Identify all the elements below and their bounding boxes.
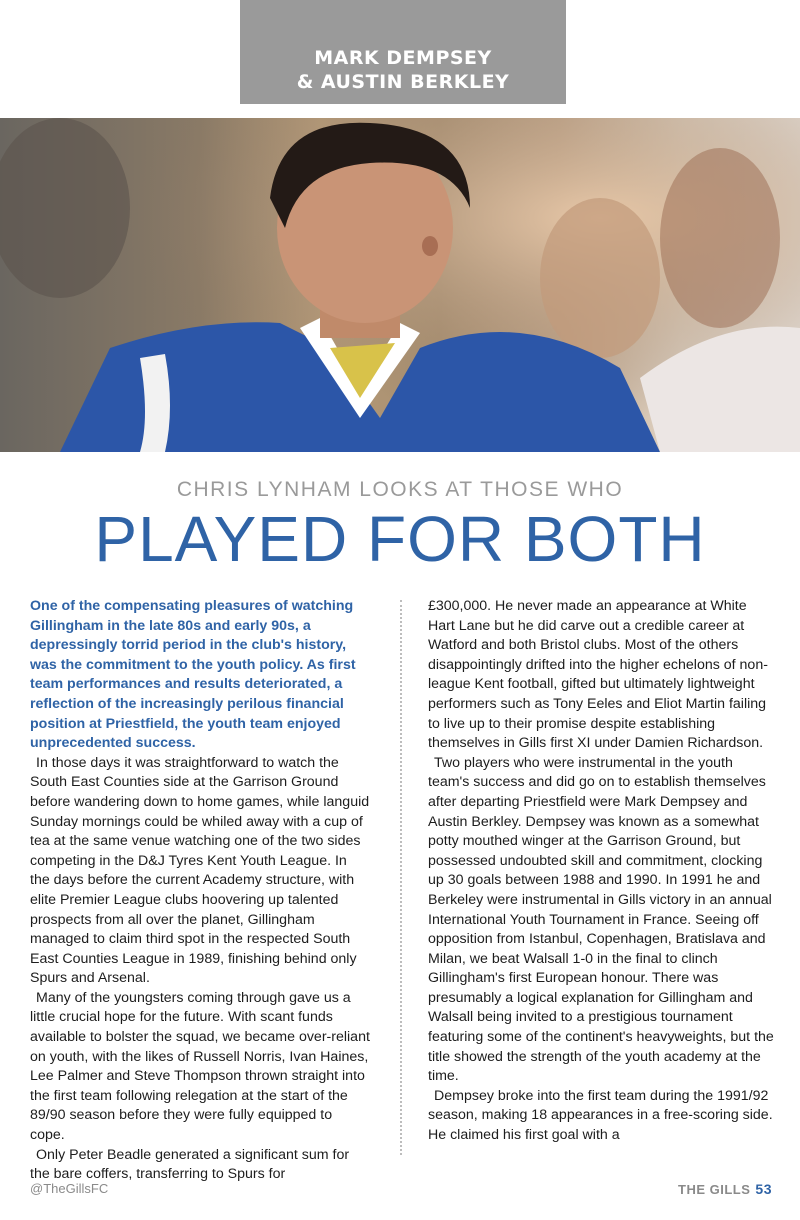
article-column-left [30, 597, 370, 1185]
article-paragraph: Dempsey broke into the first team during the 1991/92 season, making 18 appearances in a free-scoring side. He claimed his first goal with a [428, 1087, 773, 1144]
player-photo [0, 118, 800, 452]
player-photo-illustration [0, 118, 800, 452]
header-line-2: & AUSTIN BERKLEY [296, 71, 510, 93]
page-number: 53 [755, 1181, 772, 1197]
magazine-name: THE GILLS [678, 1182, 751, 1197]
page-footer [678, 1181, 772, 1197]
article-paragraph: Only Peter Beadle generated a significant sum for the bare coffers, transferring to Spurs for [30, 1146, 350, 1183]
article-paragraph: Two players who were instrumental in the youth team's success and did go on to establish themselves after departing Priestfield were Mark Dempsey and Austin Berkley. Dempsey was known as a somewhat potty mouthed winger at the Garrison Ground, but possessed undoubted skill and commitment, clocking up 30 goals between 1988 and 1990. In 1991 he and Berkeley were instrumental in Gills victory in an annual International Youth Tournament in France. Seeing off opposition from Istanbul, Copenhagen, Bratislava and Milan, we beat Walsall 1-0 in the final to clinch Gillingham's first European honour. There was presumably a logical explanation for Gillingham and Walsall being invited to a prestigious tournament featuring some of the continent's heavyweights, but the title showed the strength of the youth academy at the time. [428, 754, 774, 1085]
article-paragraph: £300,000. He never made an appearance at White Hart Lane but he did carve out a credible career at Watford and both Bristol clubs. Most of the others disappointingly drifted into the higher echelons of non-league Kent football, gifted but ultimately lightweight performers such as Tony Eeles and Eliot Martin failing to live up to their promise despite establishing themselves in Gills first XI under Damien Richardson. [428, 598, 768, 752]
section-header [240, 0, 566, 104]
article-paragraph: Many of the youngsters coming through gave us a little crucial hope for the future. With scant funds available to bolster the squad, we became over-reliant on youth, with the likes of Russell Norris, Ivan Haines, Lee Palmer and Steve Thompson thrown straight into the first team following relegation at the start of the 89/90 season before they were fully equipped to cope. [30, 989, 370, 1144]
article-column-right [428, 597, 774, 1146]
article-kicker: CHRIS LYNHAM LOOKS AT THOSE WHO [176, 478, 624, 501]
column-divider [400, 600, 402, 1155]
article-paragraph: In those days it was straightforward to watch the South East Counties side at the Garrison Ground before wandering down to home games, while languid Sunday mornings could be whiled away with a cup of tea at the same venue watching one of the two sides competing in the D&J Tyres Kent Youth League. In the days before the current Academy structure, with elite Premier League clubs hoovering up talented prospects from all over the planet, Gillingham managed to claim third spot in the respected South East Counties League in 1989, finishing behind only Spurs and Arsenal. [30, 754, 370, 987]
article-lead: One of the compensating pleasures of watching Gillingham in the late 80s and early 90s, a depressingly torrid period in the club's history, was the commitment to the youth policy. As first team performances and results deteriorated, a reflection of the increasingly perilous financial position at Priestfield, the youth team enjoyed unprecedented success. [30, 598, 356, 752]
article-headline: PLAYED FOR BOTH [94, 503, 706, 575]
twitter-handle: @TheGillsFC [30, 1181, 109, 1196]
header-line-1: MARK DEMPSEY [314, 47, 492, 69]
